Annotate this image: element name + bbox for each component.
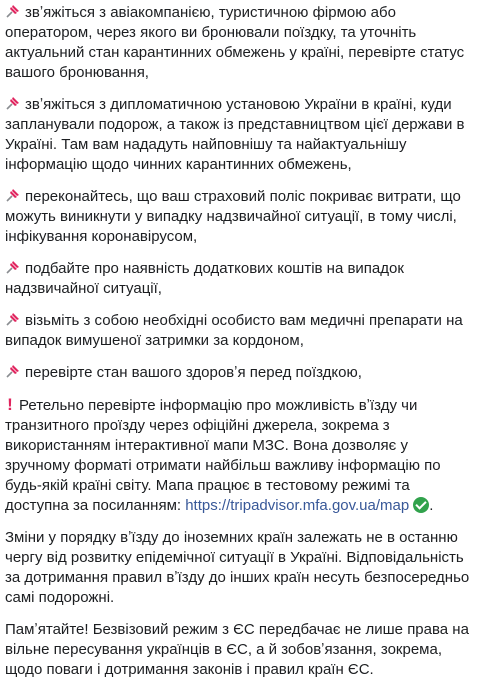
bullet-text: подбайте про наявність додаткових коштів на випадок надзвичайної ситуації, bbox=[5, 260, 404, 297]
bullet-text: візьміть з собою необхідні особисто вам медичні препарати на випадок вимушеної затримки за кордоном, bbox=[5, 312, 463, 349]
bullet-item bbox=[5, 311, 477, 351]
check-circle-icon bbox=[413, 497, 429, 513]
pushpin-icon bbox=[5, 3, 21, 19]
remember-paragraph: Памʼятайте! Безвізовий режим з ЄС передбачає не лише права на вільне пересування українців в ЄС, а й зобовʼязання, зокрема, щодо поваги і дотримання законів і правил країн ЄС. bbox=[5, 621, 469, 678]
pushpin-icon bbox=[5, 95, 21, 111]
bullet-text: звʼяжіться з дипломатичною установою України в країні, куди запланували подорож, а також із представництвом цієї держави в Україні. Там вам нададуть найповнішу та найактуальнішу інформацію щодо чинних карантинних обмежень, bbox=[5, 96, 465, 173]
warning-paragraph: ! Ретельно перевірте інформацію про можливість вʼїзду чи транзитного проїзду через офіційні джерела, зокрема з використанням інтерактивної мапи МЗС. Вона дозволяє у зручному форматі отримати найбільш важливу інформацію по будь-якій країні світу. Мапа працює в тестовому режимі та доступна за посиланням: https://tripadvisor.mfa.gov.ua/map . bbox=[5, 395, 441, 514]
pushpin-icon bbox=[5, 259, 21, 275]
bullet-text: переконайтесь, що ваш страховий поліс покриває витрати, що можуть виникнути у випадку надзвичайної ситуації, в тому числі, інфікування коронавірусом, bbox=[5, 188, 461, 245]
pushpin-icon bbox=[5, 187, 21, 203]
bullet-item bbox=[5, 3, 477, 83]
pushpin-icon bbox=[5, 363, 21, 379]
warning-text: Ретельно перевірте інформацію про можливість вʼїзду чи транзитного проїзду через офіційні джерела, зокрема з використанням інтерактивної мапи МЗС. Вона дозволяє у зручному форматі отримати найбільш важливу інформацію по будь-якій країні світу. Мапа працює в тестовому режимі та доступна за посиланням: bbox=[5, 397, 441, 514]
bullet-item bbox=[5, 187, 477, 247]
pushpin-icon bbox=[5, 311, 21, 327]
bullet-item bbox=[5, 363, 477, 383]
changes-paragraph: Зміни у порядку вʼїзду до іноземних країн залежать не в останню чергу від розвитку епідемічної ситуації в Україні. Відповідальність за дотримання правил вʼїзду до інших країн несуть безпосередньо самі подорожні. bbox=[5, 529, 470, 606]
map-link[interactable]: https://tripadvisor.mfa.gov.ua/map bbox=[185, 497, 410, 514]
bullet-item bbox=[5, 95, 477, 175]
bullet-item bbox=[5, 259, 477, 299]
bullet-text: перевірте стан вашого здоровʼя перед поїздкою, bbox=[25, 364, 362, 381]
exclamation-icon: ! bbox=[7, 395, 13, 414]
bullet-text: звʼяжіться з авіакомпанією, туристичною фірмою або оператором, через якого ви бронювали поїздку, та уточніть актуальний стан карантинних обмежень у країні, перевірте статус вашого бронювання, bbox=[5, 4, 465, 81]
